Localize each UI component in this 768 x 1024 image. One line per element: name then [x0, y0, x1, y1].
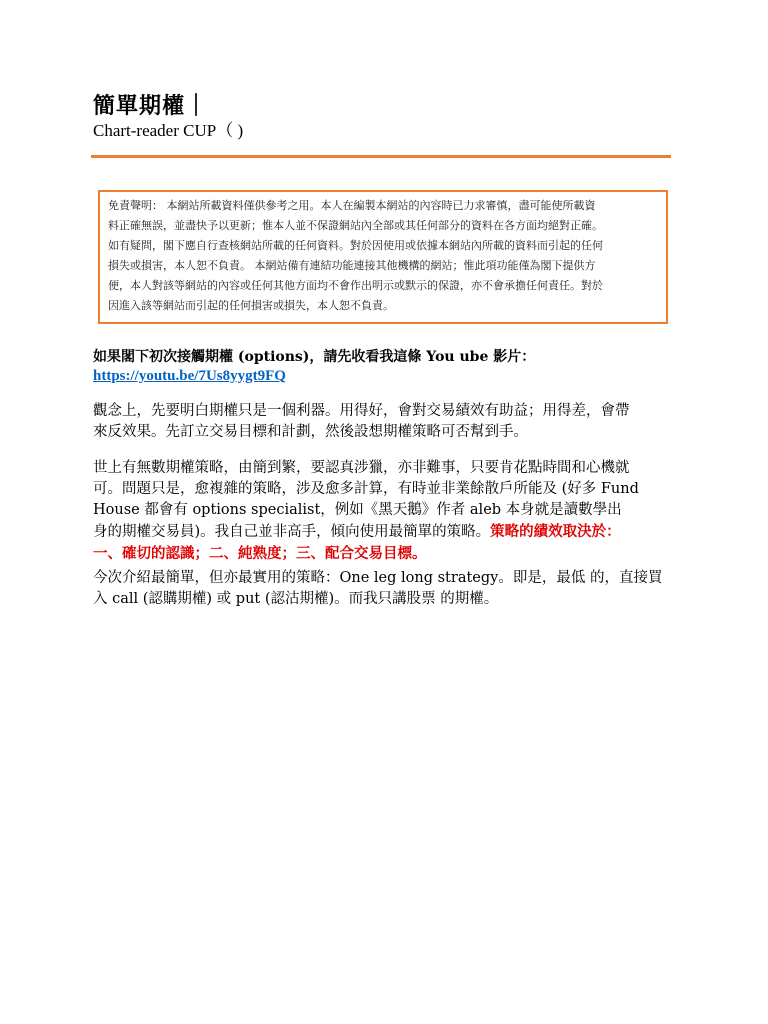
- highlight-text: 策略的績效取決於：: [490, 523, 621, 540]
- paragraph-line: 觀念上，先要明白期權只是一個利器。用得好，會對交易績效有助益；用得差，會帶: [93, 403, 630, 419]
- youtube-link[interactable]: https://youtu.be/7Us8yygt9FQ: [93, 368, 286, 384]
- intro-section: [93, 348, 693, 386]
- paragraph-line: 世上有無數期權策略，由簡到繁，要認真涉獵，亦非難事，只要肯花點時間和心機就: [93, 460, 630, 476]
- paragraph-line: 入 call (認購期權) 或 put (認沽期權)。而我只講股票 的期權。: [93, 591, 499, 607]
- paragraph-line: 今次介紹最簡單，但亦最實用的策略：One leg long strategy。即是，最低 的，直接買: [93, 570, 663, 586]
- page-title: 簡單期權｜: [93, 93, 209, 119]
- paragraph-text: 身的期權交易員)。我自己並非高手，傾向使用最簡單的策略。: [93, 524, 491, 540]
- disclaimer-line: 料正確無誤，並盡快予以更新；惟本人並不保證網站內全部或其任何部分的資料在各方面均絕對正確。: [108, 219, 603, 232]
- highlight-text: 一、確切的認識；二、純熟度；三、配合交易目標。: [93, 545, 427, 562]
- intro-question: 如果閣下初次接觸期權 (options)，請先收看我這條 You ube 影片：: [93, 349, 536, 365]
- paragraph-strategies: [93, 458, 683, 564]
- disclaimer-line: 如有疑問，閣下應自行查核網站所載的任何資料。對於因使用或依據本網站內所載的資料而引起的任何: [108, 239, 603, 252]
- paragraph-concept: [93, 401, 683, 443]
- paragraph-line: 可。問題只是，愈複雜的策略，涉及愈多計算，有時並非業餘散戶所能及 (好多 Fund: [93, 481, 639, 497]
- disclaimer-line: 損失或損害，本人恕不負責。 本網站備有連結功能連接其他機構的網站；惟此項功能僅為閣下提供方: [108, 259, 596, 272]
- disclaimer-box: [98, 190, 668, 324]
- orange-divider: [91, 155, 671, 158]
- disclaimer-line: 便，本人對該等網站的內容或任何其他方面均不會作出明示或默示的保證，亦不會承擔任何責任。對於: [108, 279, 603, 292]
- paragraph-line: House 都會有 options specialist，例如《黑天鵝》作者 aleb 本身就是讀數學出: [93, 502, 622, 518]
- paragraph-one-leg-strategy: [93, 568, 683, 610]
- disclaimer-line: 免責聲明： 本網站所載資料僅供參考之用。本人在編製本網站的內容時已力求審慎，盡可能使所載資: [108, 199, 596, 212]
- paragraph-line-mixed: [93, 521, 683, 543]
- paragraph-line: 來反效果。先訂立交易目標和計劃，然後設想期權策略可否幫到手。: [93, 424, 528, 440]
- disclaimer-line: 因進入該等網站而引起的任何損害或損失，本人恕不負責。: [108, 299, 394, 312]
- page-subtitle: Chart-reader CUP（ ): [93, 121, 244, 140]
